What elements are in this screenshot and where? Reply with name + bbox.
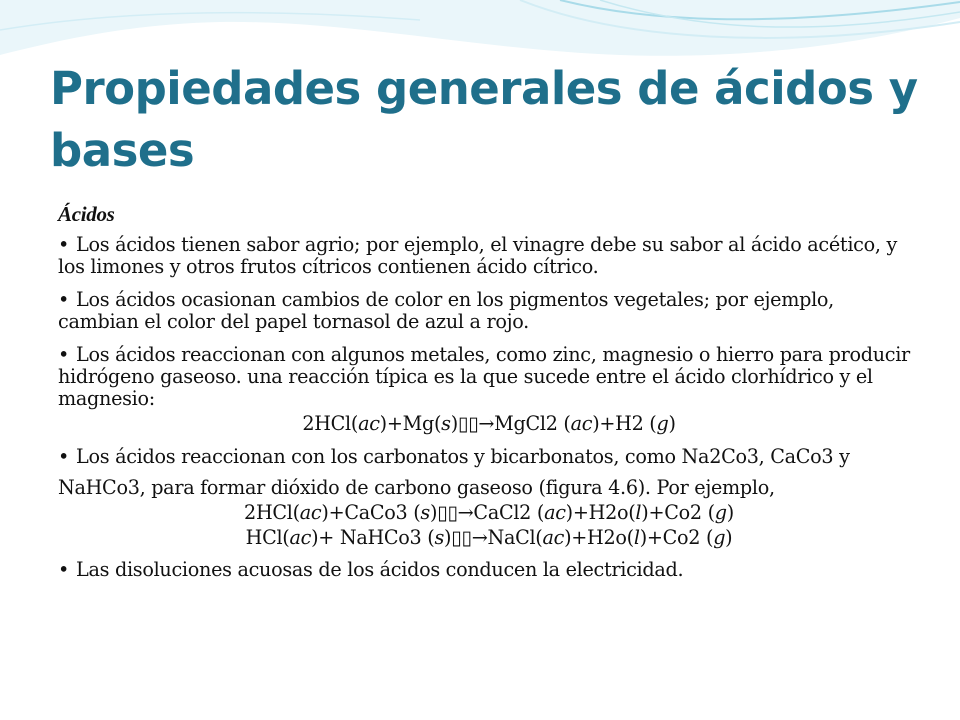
bullet-icon: • xyxy=(58,288,70,311)
bullet-icon: • xyxy=(58,558,70,581)
bullet-item xyxy=(58,446,920,468)
bullet-text: Los ácidos reaccionan con algunos metales, como zinc, magnesio o hierro para producir hidrógeno gaseoso. una reacción típica es la que sucede entre el ácido clorhídrico y el magnesio: xyxy=(58,343,910,410)
bullet-icon: • xyxy=(58,445,70,468)
bullet-text: Los ácidos tienen sabor agrio; por ejemplo, el vinagre debe su sabor al ácido acético, y los limones y otros frutos cítricos contienen ácido cítrico. xyxy=(58,233,898,278)
equation-magnesium: 2HCl(ac)+Mg(s)▯▯→MgCl2 (ac)+H2 (g) xyxy=(302,412,676,435)
bullet-icon: • xyxy=(58,343,70,366)
bullet-item xyxy=(58,344,920,410)
bullet-item xyxy=(58,559,920,581)
bullet-text: Las disoluciones acuosas de los ácidos conducen la electricidad. xyxy=(76,558,684,581)
bullet-text: Los ácidos ocasionan cambios de color en los pigmentos vegetales; por ejemplo, cambian el color del papel tornasol de azul a rojo. xyxy=(58,288,834,333)
bullet-text: Los ácidos reaccionan con los carbonatos y bicarbonatos, como Na2Co3, CaCo3 y xyxy=(76,445,850,468)
bullet-icon: • xyxy=(58,233,70,256)
section-heading: Ácidos xyxy=(58,202,115,226)
slide-title: Propiedades generales de ácidos y bases xyxy=(50,62,918,177)
equation-bicarbonate: HCl(ac)+ NaHCo3 (s)▯▯→NaCl(ac)+H2o(l)+Co2 (g) xyxy=(245,526,733,549)
slide-body xyxy=(58,203,920,592)
bullet-item xyxy=(58,289,920,333)
equation-carbonate: 2HCl(ac)+CaCo3 (s)▯▯→CaCl2 (ac)+H2o(l)+Co2 (g) xyxy=(244,501,734,524)
continuation-text: NaHCo3, para formar dióxido de carbono gaseoso (figura 4.6). Por ejemplo, xyxy=(58,476,775,499)
wave-background xyxy=(0,0,960,56)
bullet-item xyxy=(58,234,920,278)
